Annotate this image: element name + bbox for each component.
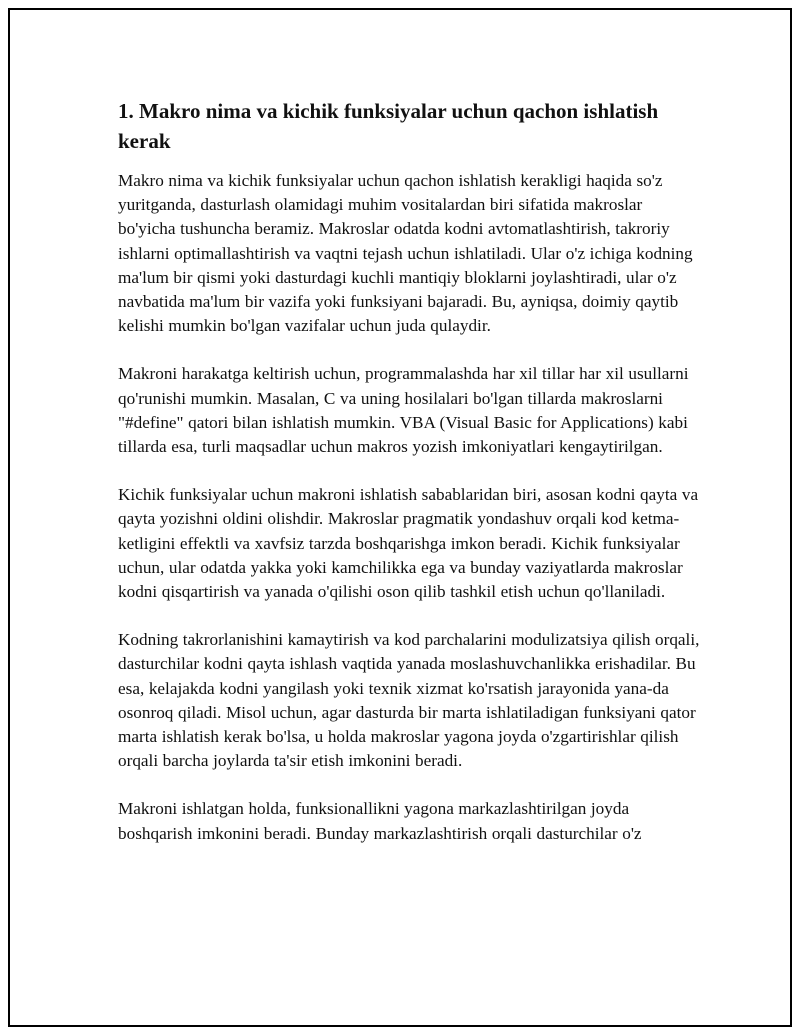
section-heading: 1. Makro nima va kichik funksiyalar uchun qachon ishlatish kerak (118, 99, 659, 153)
paragraph-5: Makroni ishlatgan holda, funksionallikni yagona markazlashtirilgan joyda boshqarish imkonini beradi. Bunday markazlashtirish orqali dasturchilar o'z (118, 799, 642, 843)
document-body (118, 96, 700, 870)
paragraph-4: Kodning takrorlanishini kamaytirish va kod parchalarini modulizatsiya qilish orqali, dasturchilar kodni qayta ishlash vaqtida yanada moslashuvchanlikka erishadilar. Bu esa, kelajakda kodni yangilash yoki texnik xizmat ko'rsatish jarayonida yana-da osonroq qiladi. Misol uchun, agar dasturda bir marta ishlatiladigan funksiyani qator marta ishlatish kerak bo'lsa, u holda makroslar yagona joyda o'zgartirishlar qilish orqali barcha joylarda ta'sir etish imkonini beradi. (118, 630, 700, 771)
page-frame (8, 8, 792, 1027)
paragraph-2: Makroni harakatga keltirish uchun, programmalashda har xil tillar har xil usullarni qo'runishi mumkin. Masalan, C va uning hosilalari bo'lgan tillarda makroslarni "#define" qatori bilan ishlatish mumkin. VBA (Visual Basic for Applications) kabi tillarda esa, turli maqsadlar uchun makros yozish imkoniyatlari kengaytirilgan. (118, 364, 689, 457)
paragraph-3: Kichik funksiyalar uchun makroni ishlatish sabablaridan biri, asosan kodni qayta va qayta yozishni oldini olishdir. Makroslar pragmatik yondashuv orqali kod ketma-ketligini effektli va xavfsiz tarzda boshqarishga imkon beradi. Kichik funksiyalar uchun, ular odatda yakka yoki kamchilikka ega va bunday vaziyatlarda makroslar kodni qisqartirish va yanada o'qilishi oson qilib tashkil etish uchun qo'llaniladi. (118, 485, 699, 602)
paragraph-1: Makro nima va kichik funksiyalar uchun qachon ishlatish kerakligi haqida so'z yuritganda, dasturlash olamidagi muhim vositalardan biri sifatida makroslar bo'yicha tushuncha beramiz. Makroslar odatda kodni avtomatlashtirish, takroriy ishlarni optimallashtirish va vaqtni tejash uchun ishlatiladi. Ular o'z ichiga kodning ma'lum bir qismi yoki dasturdagi kuchli mantiqiy bloklarni joylashtiradi, ular o'z navbatida ma'lum bir vazifa yoki funksiyani bajaradi. Bu, ayniqsa, doimiy qaytib kelishi mumkin bo'lgan vazifalar uchun juda qulaydir. (118, 171, 693, 336)
